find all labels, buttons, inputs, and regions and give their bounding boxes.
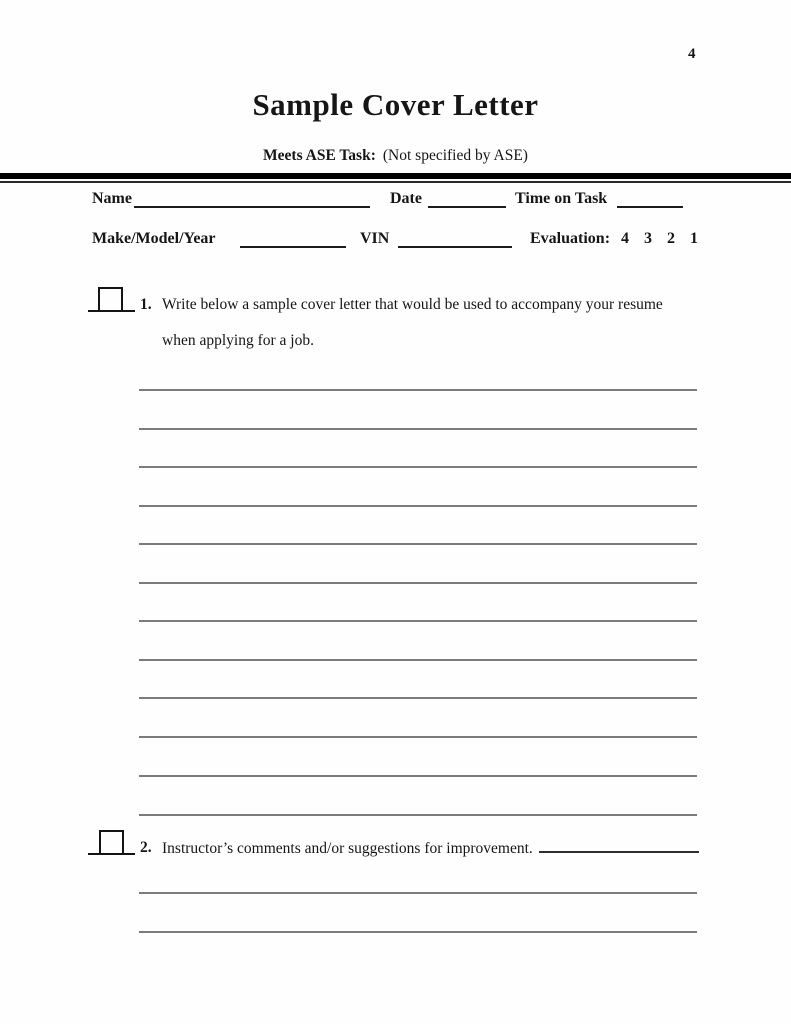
writing-line xyxy=(139,466,697,468)
make-model-year-label: Make/Model/Year xyxy=(92,230,216,247)
name-field-blank[interactable] xyxy=(134,190,370,208)
evaluation-scale-4: 4 xyxy=(621,230,629,247)
meets-ase-task-label: Meets ASE Task: xyxy=(263,147,376,164)
name-label: Name xyxy=(92,190,132,207)
writing-line xyxy=(139,659,697,661)
divider-rule-thick xyxy=(0,173,791,179)
page-number: 4 xyxy=(688,46,696,62)
writing-line xyxy=(139,389,697,391)
task-2-checkbox[interactable] xyxy=(99,830,124,855)
task-2-text: Instructor’s comments and/or suggestions for improvement. xyxy=(162,840,533,857)
task-1-checkbox[interactable] xyxy=(98,287,123,312)
task-1-number: 1. xyxy=(140,296,152,313)
time-on-task-field-blank[interactable] xyxy=(617,190,683,208)
evaluation-label: Evaluation: xyxy=(530,230,611,247)
task-2-number: 2. xyxy=(140,839,152,856)
date-label: Date xyxy=(390,190,422,207)
date-field-blank[interactable] xyxy=(428,190,506,208)
writing-line xyxy=(139,814,697,816)
writing-line xyxy=(139,775,697,777)
time-on-task-label: Time on Task xyxy=(515,190,608,207)
writing-line xyxy=(139,697,697,699)
vin-field-blank[interactable] xyxy=(398,230,512,248)
evaluation-scale-3: 3 xyxy=(644,230,652,247)
vin-label: VIN xyxy=(360,230,390,247)
writing-line xyxy=(139,543,697,545)
evaluation-scale xyxy=(621,229,698,248)
meets-ase-task-value: (Not specified by ASE) xyxy=(382,147,528,164)
task-2-field-blank[interactable] xyxy=(539,838,699,853)
comment-line xyxy=(139,892,697,894)
writing-line xyxy=(139,620,697,622)
evaluation-scale-1: 1 xyxy=(690,230,698,247)
writing-line xyxy=(139,505,697,507)
page-title: Sample Cover Letter xyxy=(252,87,539,122)
meets-ase-task-line xyxy=(0,147,791,165)
task-1-text-line2: when applying for a job. xyxy=(162,332,314,349)
make-model-year-field-blank[interactable] xyxy=(240,230,346,248)
writing-line xyxy=(139,582,697,584)
task-1-text-line1: Write below a sample cover letter that would be used to accompany your resume xyxy=(162,296,663,313)
writing-line xyxy=(139,736,697,738)
writing-line xyxy=(139,428,697,430)
evaluation-scale-2: 2 xyxy=(667,230,675,247)
comment-line xyxy=(139,931,697,933)
divider-rule-thin xyxy=(0,181,791,183)
task-2-text-row xyxy=(162,838,699,858)
